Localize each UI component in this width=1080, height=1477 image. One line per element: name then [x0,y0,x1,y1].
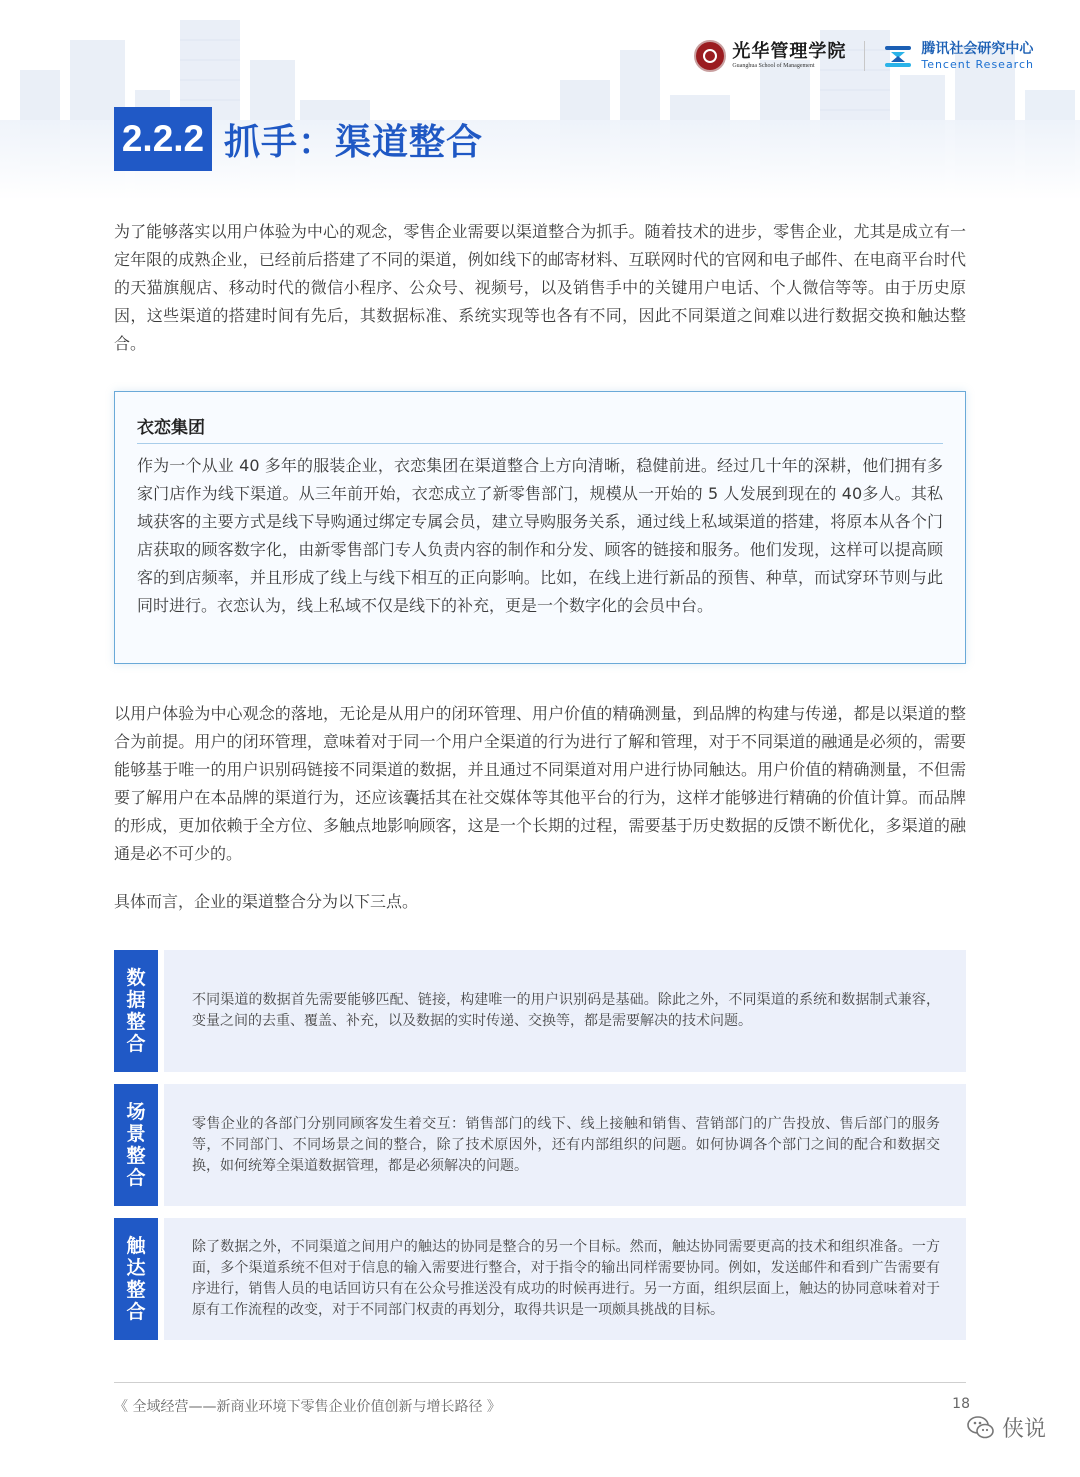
point-body [164,950,966,1072]
page-number: 18 [952,1396,970,1412]
point-data-integration [114,950,966,1072]
section-heading [114,107,483,171]
tencent-logo-cn: 腾讯社会研究中心 [921,41,1034,57]
logo-divider [864,41,865,71]
body-paragraph: 以用户体验为中心观念的落地，无论是从用户的闭环管理、用户价值的精确测量，到品牌的构建与传递，都是以渠道的整合为前提。用户的闭环管理，意味着对于同一个用户全渠道的行为进行了解和管理，对于不同渠道的融通是必须的，需要能够基于唯一的用户识别码链接不同渠道的数据，并且通过不同渠道对用户进行协同触达。用户价值的精确测量，不但需要了解用户在本品牌的渠道行为，还应该囊括其在社交媒体等其他平台的行为，这样才能够进行精确的价值计算。而品牌的形成，更加依赖于全方位、多触点地影响顾客，这是一个长期的过程，需要基于历史数据的反馈不断优化，多渠道的融通是必不可少的。 [114,704,966,863]
watermark-text: 侠说 [1001,1417,1046,1442]
point-label: 场景整合 [114,1084,158,1206]
point-body [164,1218,966,1340]
tencent-research-mark-icon [883,43,913,69]
pku-seal-icon [694,40,726,72]
tencent-logo-en: Tencent Research [921,58,1034,71]
point-label: 数据整合 [114,950,158,1072]
case-study-box [114,391,966,664]
footer-report-title: 《 全域经营——新商业环境下零售企业价值创新与增长路径 》 [114,1399,501,1415]
footer-divider [114,1382,966,1383]
point-body [164,1084,966,1206]
case-study-divider [137,443,943,444]
wechat-icon [966,1413,996,1443]
pku-logo-cn: 光华管理学院 [732,41,847,62]
summary-line: 具体而言，企业的渠道整合分为以下三点。 [114,892,419,911]
section-number: 2.2.2 [114,107,212,171]
pku-logo-en: Guanghua School of Management [732,63,815,69]
pku-guanghua-logo [694,40,846,72]
case-study-title: 衣恋集团 [137,418,205,438]
case-study-body: 作为一个从业 40 多年的服装企业，衣恋集团在渠道整合上方向清晰，稳健前进。经过几十年的深耕，他们拥有多家门店作为线下渠道。从三年前开始，衣恋成立了新零售部门，规模从一开始的 5 人发展到现在的 40多人。其私域获客的主要方式是线下导购通过绑定专属会员，建立导购服务关系，通过线上私域渠道的搭建，将原本从各个门店获取的顾客数字化，由新零售部门专人负责内容的制作和分发、顾客的链接和服务。他们发现，这样可以提高顾客的到店频率，并且形成了线上与线下相互的正向影响。比如，在线上进行新品的预售、种草，而试穿环节则与此同时进行。衣恋认为，线上私域不仅是线下的补充，更是一个数字化的会员中台。 [137,456,943,615]
tencent-research-logo [883,41,1034,71]
point-text: 零售企业的各部门分别同顾客发生着交互：销售部门的线下、线上接触和销售、营销部门的广告投放、售后部门的服务等，不同部门、不同场景之间的整合，除了技术原因外，还有内部组织的问题。如何协调各个部门之间的配合和数据交换，如何统筹全渠道数据管理，都是必须解决的问题。 [192,1115,940,1174]
point-reach-integration [114,1218,966,1340]
point-text: 不同渠道的数据首先需要能够匹配、链接，构建唯一的用户识别码是基础。除此之外，不同渠道的系统和数据制式兼容，变量之间的去重、覆盖、补充，以及数据的实时传递、交换等，都是需要解决的技术问题。 [192,992,940,1029]
point-label: 触达整合 [114,1218,158,1340]
intro-paragraph: 为了能够落实以用户体验为中心的观念，零售企业需要以渠道整合为抓手。随着技术的进步，零售企业，尤其是成立有一定年限的成熟企业，已经前后搭建了不同的渠道，例如线下的邮寄材料、互联网时代的官网和电子邮件、在电商平台时代的天猫旗舰店、移动时代的微信小程序、公众号、视频号，以及销售手中的关键用户电话、个人微信等等。由于历史原因，这些渠道的搭建时间有先后，其数据标准、系统实现等也各有不同，因此不同渠道之间难以进行数据交换和触达整合。 [114,222,966,353]
header-logos [694,36,1034,76]
watermark [966,1412,1046,1443]
section-title: 抓手：渠道整合 [224,121,484,163]
point-scene-integration [114,1084,966,1206]
point-text: 除了数据之外，不同渠道之间用户的触达的协同是整合的另一个目标。然而，触达协同需要更高的技术和组织准备。一方面，多个渠道系统不但对于信息的输入需要进行整合，对于指令的输出同样需要协同。例如，发送邮件和看到广告需要有序进行，销售人员的电话回访只有在公众号推送没有成功的时候再进行。另一方面，组织层面上，触达的协同意味着对于原有工作流程的改变，对于不同部门权责的再划分，取得共识是一项颇具挑战的目标。 [192,1239,940,1318]
